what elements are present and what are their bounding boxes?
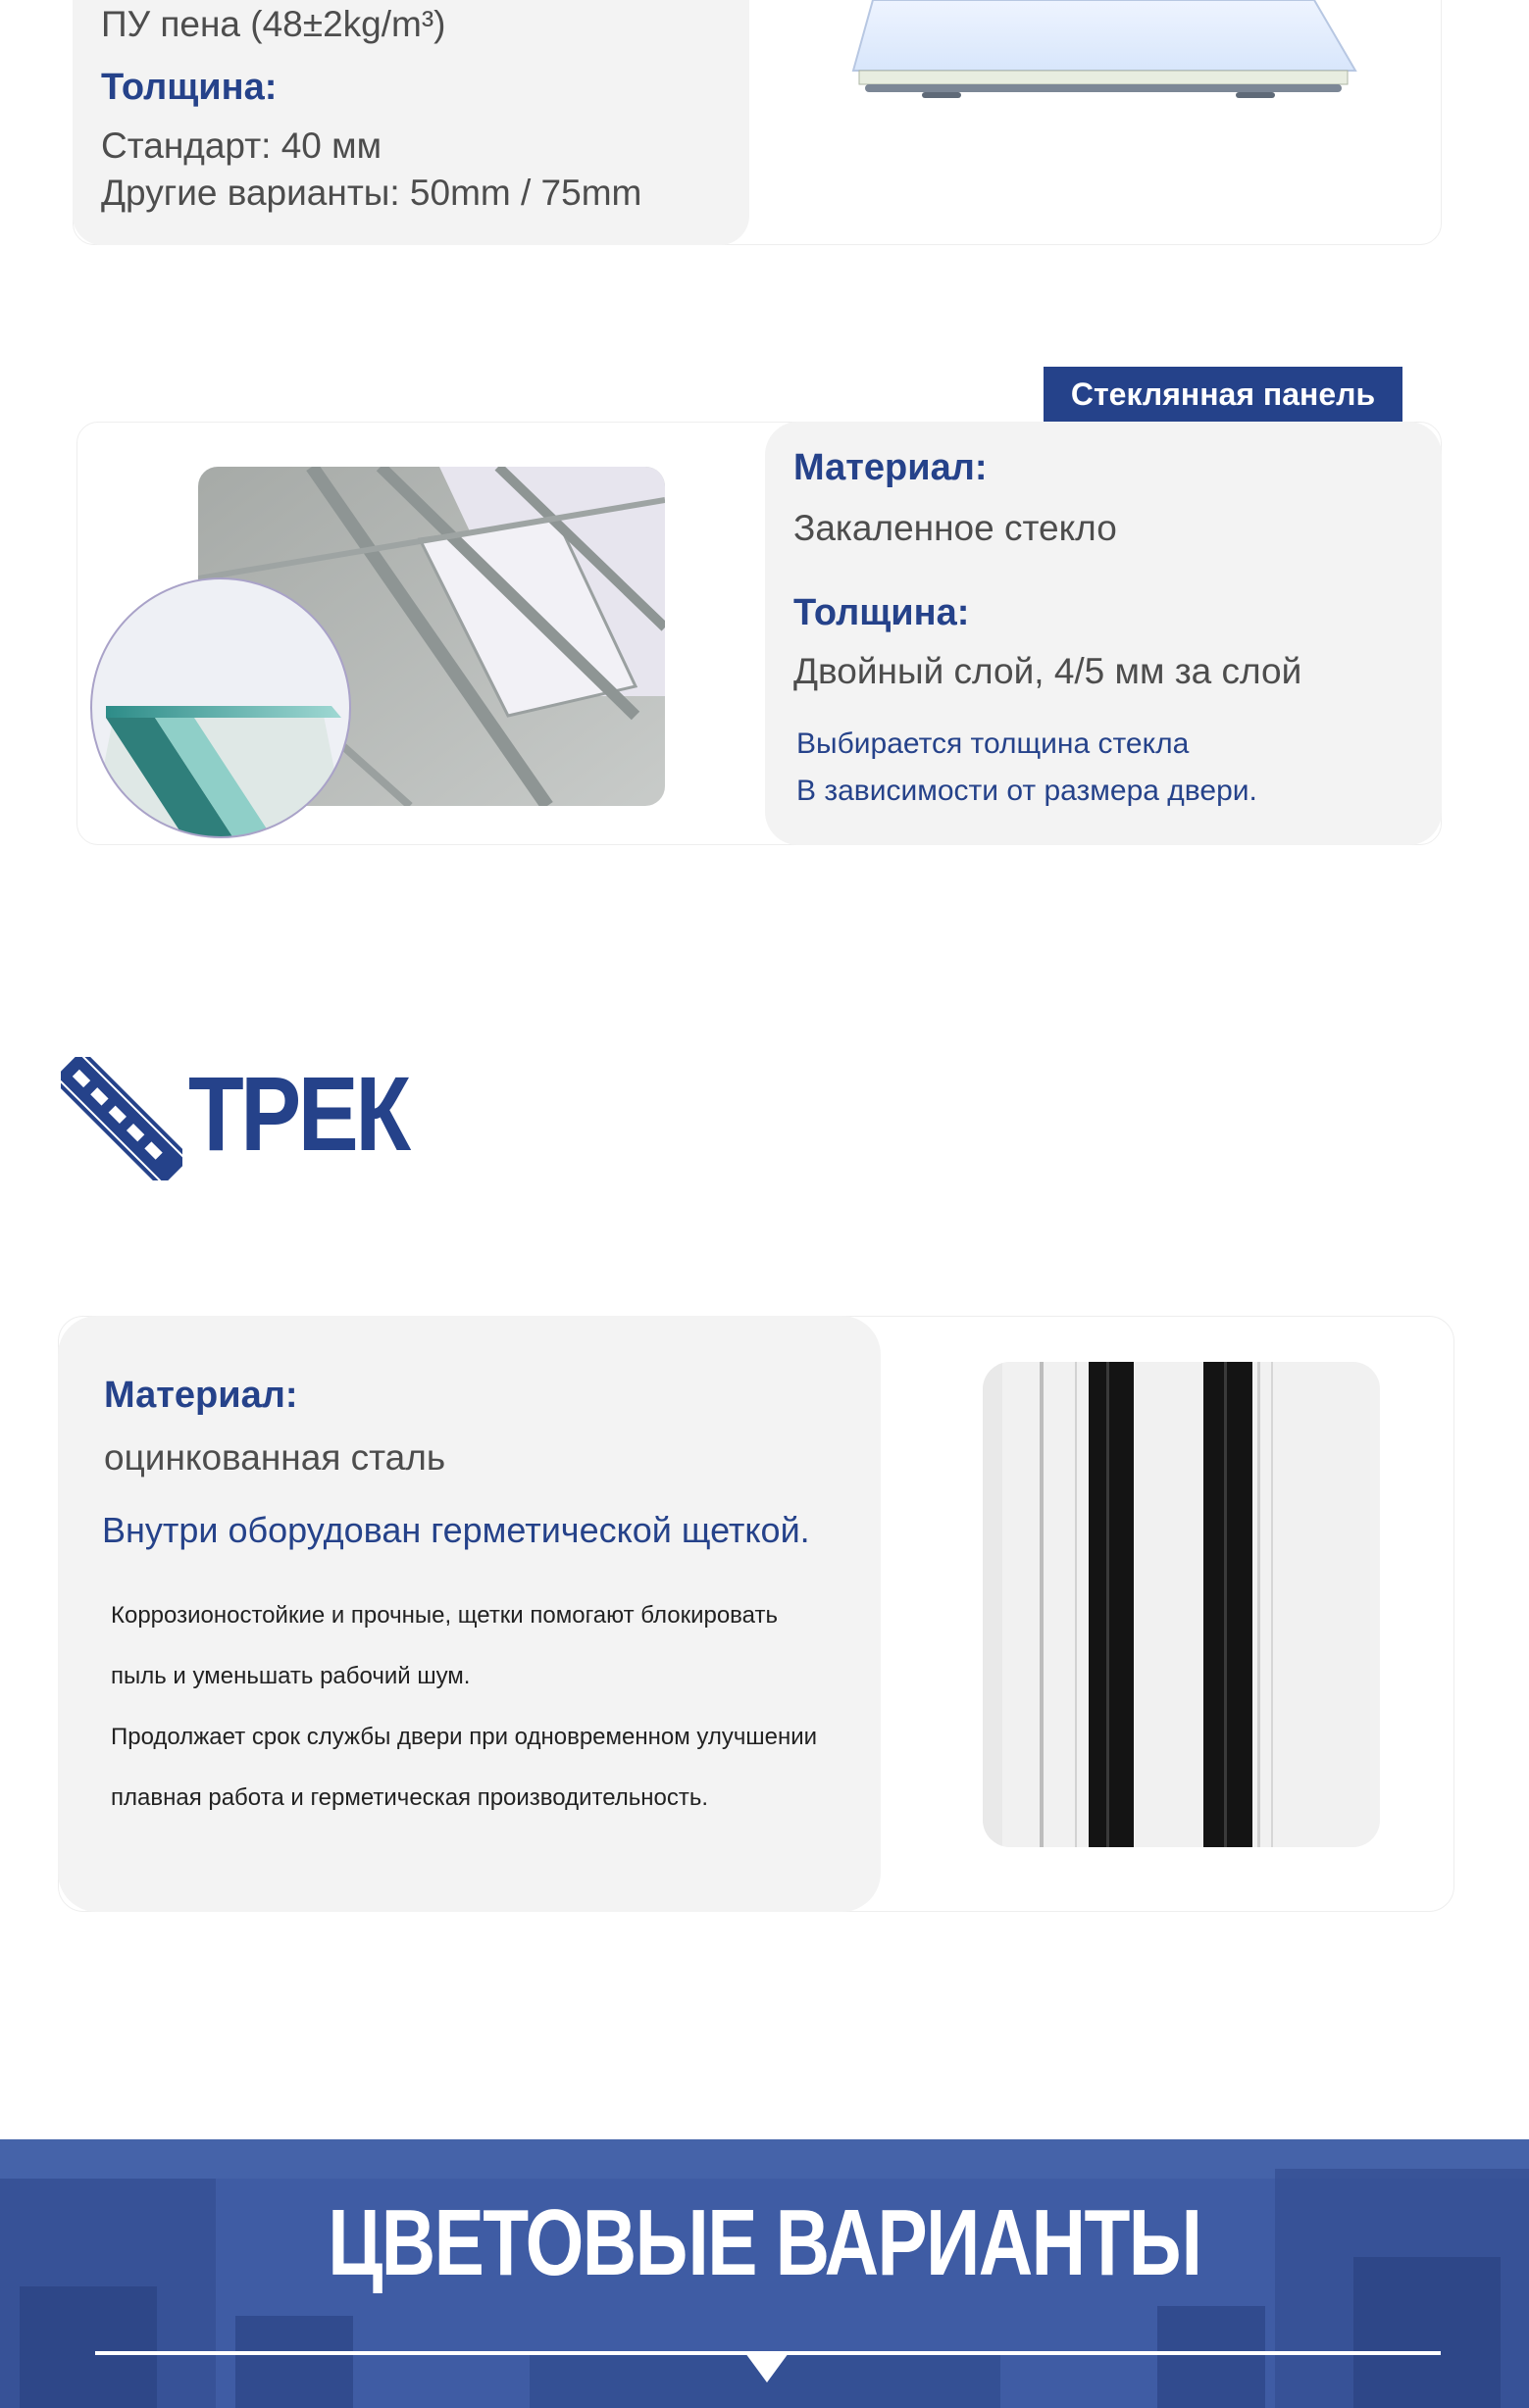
color-options-title (0, 2190, 1529, 2295)
color-options-title-text: ЦВЕТОВЫЕ ВАРИАНТЫ (328, 2190, 1201, 2295)
track-material-label: Материал: (104, 1375, 298, 1416)
glass-thickness-value: Двойный слой, 4/5 мм за слой (793, 651, 1302, 691)
banner-down-arrow-icon (745, 2353, 789, 2383)
track-desc-line-1: Коррозионостойкие и прочные, щетки помогают блокировать (111, 1602, 778, 1629)
track-desc-line-4: плавная работа и герметическая производительность. (111, 1784, 709, 1811)
track-desc-line-3: Продолжает срок службы двери при одновременном улучшении (111, 1724, 818, 1750)
foam-thickness-label: Толщина: (101, 67, 278, 108)
track-desc-line-2: пыль и уменьшать рабочий шум. (111, 1663, 471, 1689)
glass-panel-tag: Стеклянная панель (1044, 367, 1402, 422)
foam-thickness-standard: Стандарт: 40 мм (101, 125, 382, 166)
glass-note-line-2: В зависимости от размера двери. (796, 775, 1257, 807)
glass-material-value: Закаленное стекло (793, 508, 1117, 548)
track-headline: Внутри оборудован герметической щеткой. (102, 1510, 810, 1550)
glass-panel-image (86, 461, 675, 843)
track-rail-icon (61, 1057, 182, 1180)
glass-note-line-1: Выбирается толщина стекла (796, 727, 1190, 760)
track-material-value: оцинкованная сталь (104, 1437, 446, 1478)
track-section-title: ТРЕК (188, 1054, 408, 1173)
track-brush-image (983, 1362, 1380, 1847)
foam-spec-text: ПУ пена (48±2kg/m³) (101, 4, 446, 44)
glass-thickness-label: Толщина: (793, 592, 970, 633)
foam-thickness-other: Другие варианты: 50mm / 75mm (101, 173, 642, 213)
glass-material-label: Материал: (793, 447, 988, 488)
foam-panel-image (814, 0, 1373, 108)
